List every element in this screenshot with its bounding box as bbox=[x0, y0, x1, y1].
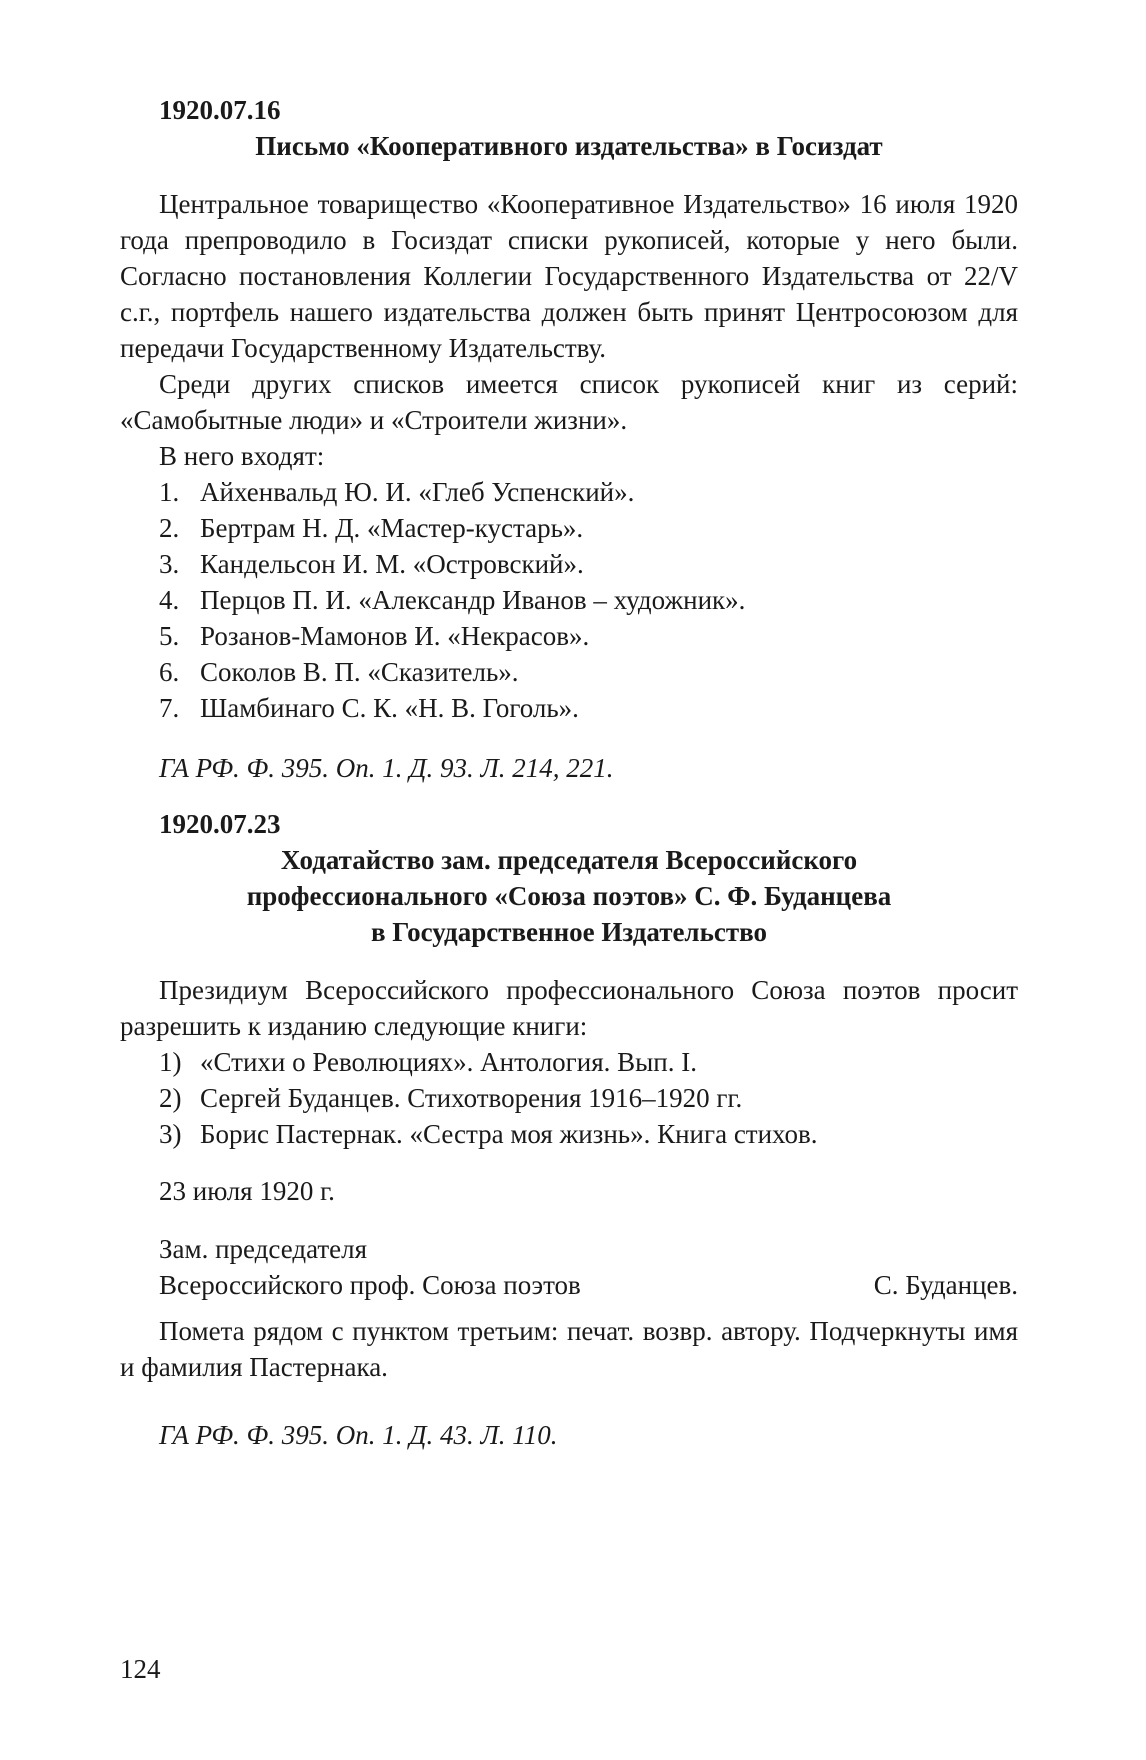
list-item-text: Айхенвальд Ю. И. «Глеб Успенский». bbox=[200, 477, 635, 507]
list-item-number: 2. bbox=[159, 513, 180, 543]
list-item-text: Бертрам Н. Д. «Мастер-кустарь». bbox=[200, 513, 584, 543]
document-date: 1920.07.16 bbox=[159, 95, 281, 125]
note-paragraph: Помета рядом с пунктом третьим: печат. возвр. автору. Подчеркнуты имя и фамилия Пастернака. bbox=[120, 1316, 1018, 1382]
list-item bbox=[159, 510, 1018, 546]
list-item-number: 1) bbox=[159, 1047, 182, 1077]
document-title-line: профессионального «Союза поэтов» С. Ф. Буданцева bbox=[246, 881, 892, 911]
document-title bbox=[120, 842, 1018, 950]
archive-source: ГА РФ. Ф. 395. Оп. 1. Д. 43. Л. 110. bbox=[159, 1420, 558, 1450]
list-item-number: 2) bbox=[159, 1083, 182, 1113]
document-date: 1920.07.23 bbox=[159, 809, 281, 839]
list-item-text: Шамбинаго С. К. «Н. В. Гоголь». bbox=[200, 693, 579, 723]
list-item-text: Сергей Буданцев. Стихотворения 1916–1920 гг. bbox=[200, 1083, 743, 1113]
body-paragraph: Центральное товарищество «Кооперативное Издательство» 16 июля 1920 года препроводило в Госиздат списки рукописей, которые у него были. Согласно постановления Коллегии Государственного Издательства от 22/V с.г., портфель нашего издательства должен быть принят Центросоюзом для передачи Государственному Издательству. bbox=[120, 189, 1018, 363]
list-item bbox=[159, 654, 1018, 690]
list-item-number: 4. bbox=[159, 585, 180, 615]
document-title-line: в Государственное Издательство bbox=[370, 917, 768, 947]
book-list bbox=[120, 1044, 1018, 1152]
list-intro: В него входят: bbox=[159, 441, 325, 471]
list-item-number: 5. bbox=[159, 621, 180, 651]
list-item-number: 7. bbox=[159, 693, 180, 723]
letter-date: 23 июля 1920 г. bbox=[159, 1176, 335, 1206]
body-paragraph: Президиум Всероссийского профессионального Союза поэтов просит разрешить к изданию следующие книги: bbox=[120, 975, 1018, 1041]
list-item-text: Борис Пастернак. «Сестра моя жизнь». Книга стихов. bbox=[200, 1119, 818, 1149]
list-item bbox=[159, 474, 1018, 510]
signature-position: Зам. председателя bbox=[159, 1234, 368, 1264]
list-item bbox=[159, 582, 1018, 618]
list-item bbox=[159, 618, 1018, 654]
list-item-text: Розанов-Мамонов И. «Некрасов». bbox=[200, 621, 590, 651]
document-title-line: Ходатайство зам. председателя Всероссийского bbox=[280, 845, 858, 875]
manuscript-list bbox=[120, 474, 1018, 726]
list-item bbox=[159, 1080, 1018, 1116]
signature-position: Всероссийского проф. Союза поэтов bbox=[159, 1270, 581, 1300]
list-item-number: 1. bbox=[159, 477, 180, 507]
body-paragraph: Среди других списков имеется список рукописей книг из серий: «Самобытные люди» и «Строители жизни». bbox=[120, 369, 1018, 435]
document-page bbox=[120, 92, 1018, 1453]
archive-source: ГА РФ. Ф. 395. Оп. 1. Д. 93. Л. 214, 221. bbox=[159, 753, 614, 783]
list-item bbox=[159, 1116, 1018, 1152]
list-item-number: 3. bbox=[159, 549, 180, 579]
list-item bbox=[159, 1044, 1018, 1080]
list-item-text: «Стихи о Революциях». Антология. Вып. I. bbox=[200, 1047, 697, 1077]
signature-name: С. Буданцев. bbox=[873, 1270, 1018, 1300]
list-item-number: 3) bbox=[159, 1119, 182, 1149]
signature-row bbox=[120, 1267, 1018, 1303]
page-number: 124 bbox=[120, 1654, 161, 1684]
list-item bbox=[159, 690, 1018, 726]
document-title: Письмо «Кооперативного издательства» в Госиздат bbox=[255, 131, 883, 161]
list-item-text: Перцов П. И. «Александр Иванов – художник». bbox=[200, 585, 746, 615]
list-item-number: 6. bbox=[159, 657, 180, 687]
list-item-text: Соколов В. П. «Сказитель». bbox=[200, 657, 519, 687]
list-item-text: Кандельсон И. М. «Островский». bbox=[200, 549, 584, 579]
list-item bbox=[159, 546, 1018, 582]
